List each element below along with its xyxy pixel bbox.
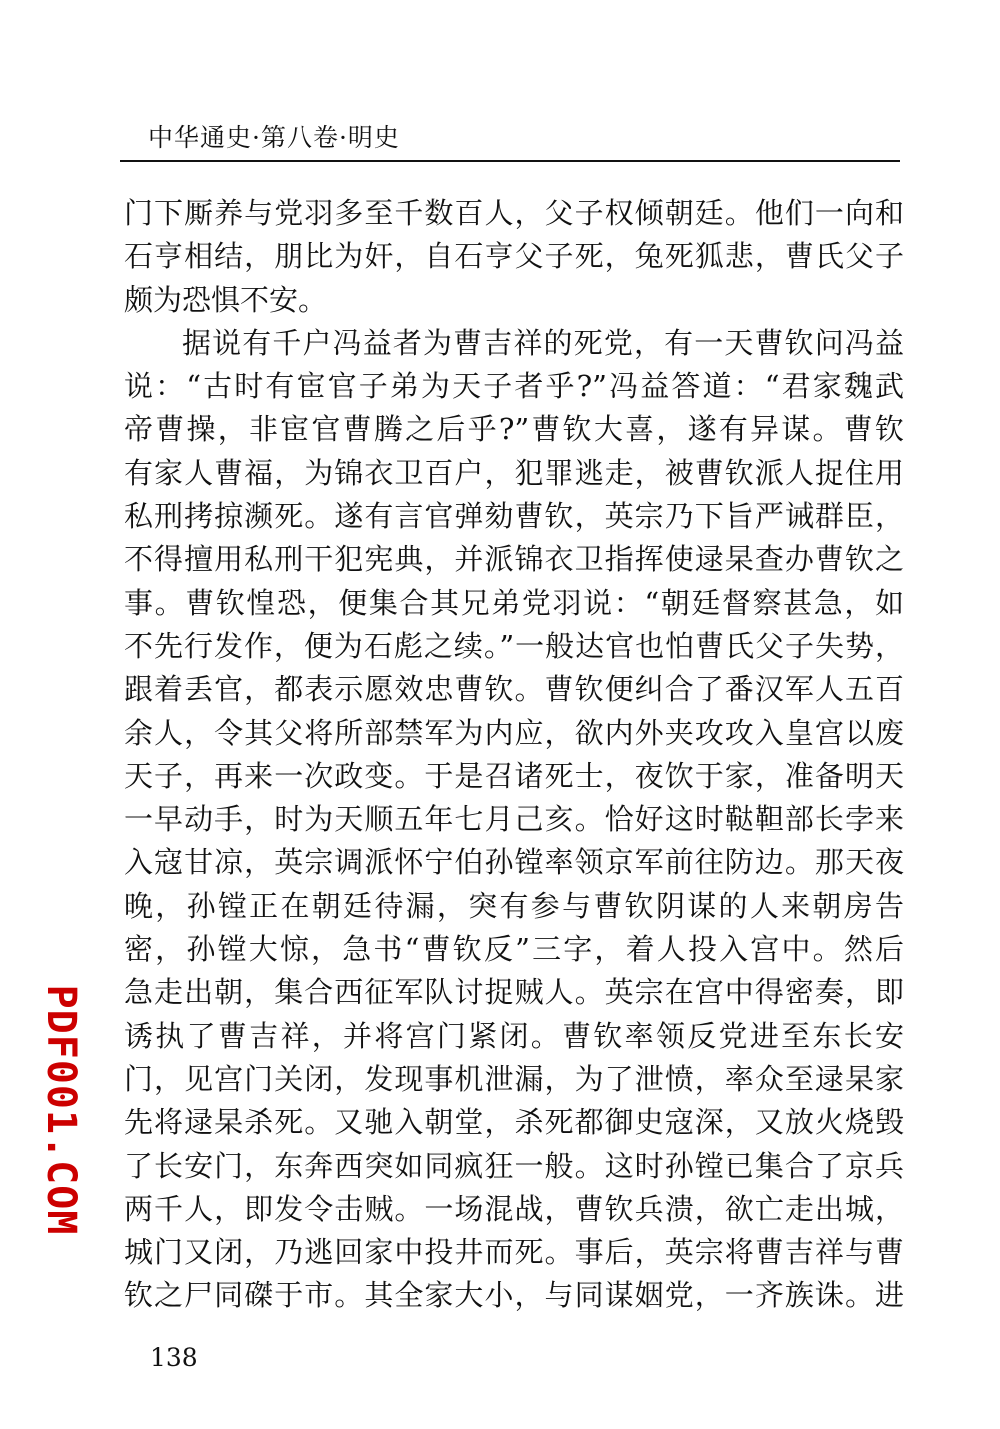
- text-line: 城门又闭，乃逃回家中投井而死。事后，英宗将曹吉祥与曹: [124, 1235, 904, 1270]
- text-line: 钦之尸同磔于市。其全家大小，与同谋姻党，一齐族诛。进: [124, 1278, 904, 1313]
- text-line: 了长安门，东奔西突如同疯狂一般。这时孙镗已集合了京兵: [124, 1148, 904, 1183]
- text-line: 门，见宫门关闭，发现事机泄漏，为了泄愤，率众至逯杲家: [124, 1061, 904, 1096]
- watermark-text: PDF001.COM: [38, 984, 84, 1236]
- text-line: 先将逯杲杀死。又驰入朝堂，杀死都御史寇深，又放火烧毁: [124, 1105, 904, 1140]
- text-line: 私刑拷掠濒死。遂有言官弹劾曹钦，英宗乃下旨严诫群臣，: [124, 499, 904, 534]
- page-number: 138: [150, 1343, 198, 1372]
- text-line: 事。曹钦惶恐，便集合其兄弟党羽说：“朝廷督察甚急，如: [124, 585, 904, 620]
- text-line: 两千人，即发令击贼。一场混战，曹钦兵溃，欲亡走出城，: [124, 1191, 904, 1226]
- body-text: [124, 192, 904, 1318]
- text-line: 诱执了曹吉祥，并将宫门紧闭。曹钦率领反党进至东长安: [124, 1018, 904, 1053]
- text-line: 一早动手，时为天顺五年七月己亥。恰好这时鞑靼部长孛来: [124, 802, 904, 837]
- text-line: 颇为恐惧不安。: [124, 282, 328, 317]
- text-line: 据说有千户冯益者为曹吉祥的死党，有一天曹钦问冯益: [182, 325, 904, 360]
- text-line: 帝曹操，非宦官曹腾之后乎?”曹钦大喜，遂有异谋。曹钦: [124, 412, 904, 447]
- text-line: 石亨相结，朋比为奸，自石亨父子死，兔死狐悲，曹氏父子: [124, 239, 904, 274]
- text-line: 余人，令其父将所部禁军为内应，欲内外夹攻攻入皇宫以废: [124, 715, 904, 750]
- text-line: 说：“古时有宦官子弟为天子者乎?”冯益答道：“君家魏武: [124, 369, 904, 404]
- text-line: 门下厮养与党羽多至千数百人，父子权倾朝廷。他们一向和: [124, 196, 904, 230]
- text-line: 不得擅用私刑干犯宪典，并派锦衣卫指挥使逯杲查办曹钦之: [124, 542, 904, 577]
- text-line: 不先行发作，便为石彪之续。”一般达官也怕曹氏父子失势，: [124, 628, 904, 663]
- text-line: 密，孙镗大惊，急书“曹钦反”三字，着人投入宫中。然后: [124, 932, 904, 967]
- text-line: 入寇甘凉，英宗调派怀宁伯孙镗率领京军前往防边。那天夜: [124, 845, 904, 880]
- running-header-title: 中华通史·第八卷·明史: [148, 123, 400, 152]
- watermark: [38, 984, 84, 1236]
- text-line: 有家人曹福，为锦衣卫百户，犯罪逃走，被曹钦派人捉住用: [124, 455, 904, 490]
- text-line: 急走出朝，集合西征军队讨捉贼人。英宗在宫中得密奏，即: [124, 975, 904, 1010]
- text-line: 晚，孙镗正在朝廷待漏，突有参与曹钦阴谋的人来朝房告: [124, 888, 904, 923]
- text-line: 跟着丢官，都表示愿效忠曹钦。曹钦便纠合了番汉军人五百: [124, 672, 904, 707]
- header-divider: [120, 160, 900, 162]
- text-line: 天子，再来一次政变。于是召诸死士，夜饮于家，准备明天: [124, 758, 904, 793]
